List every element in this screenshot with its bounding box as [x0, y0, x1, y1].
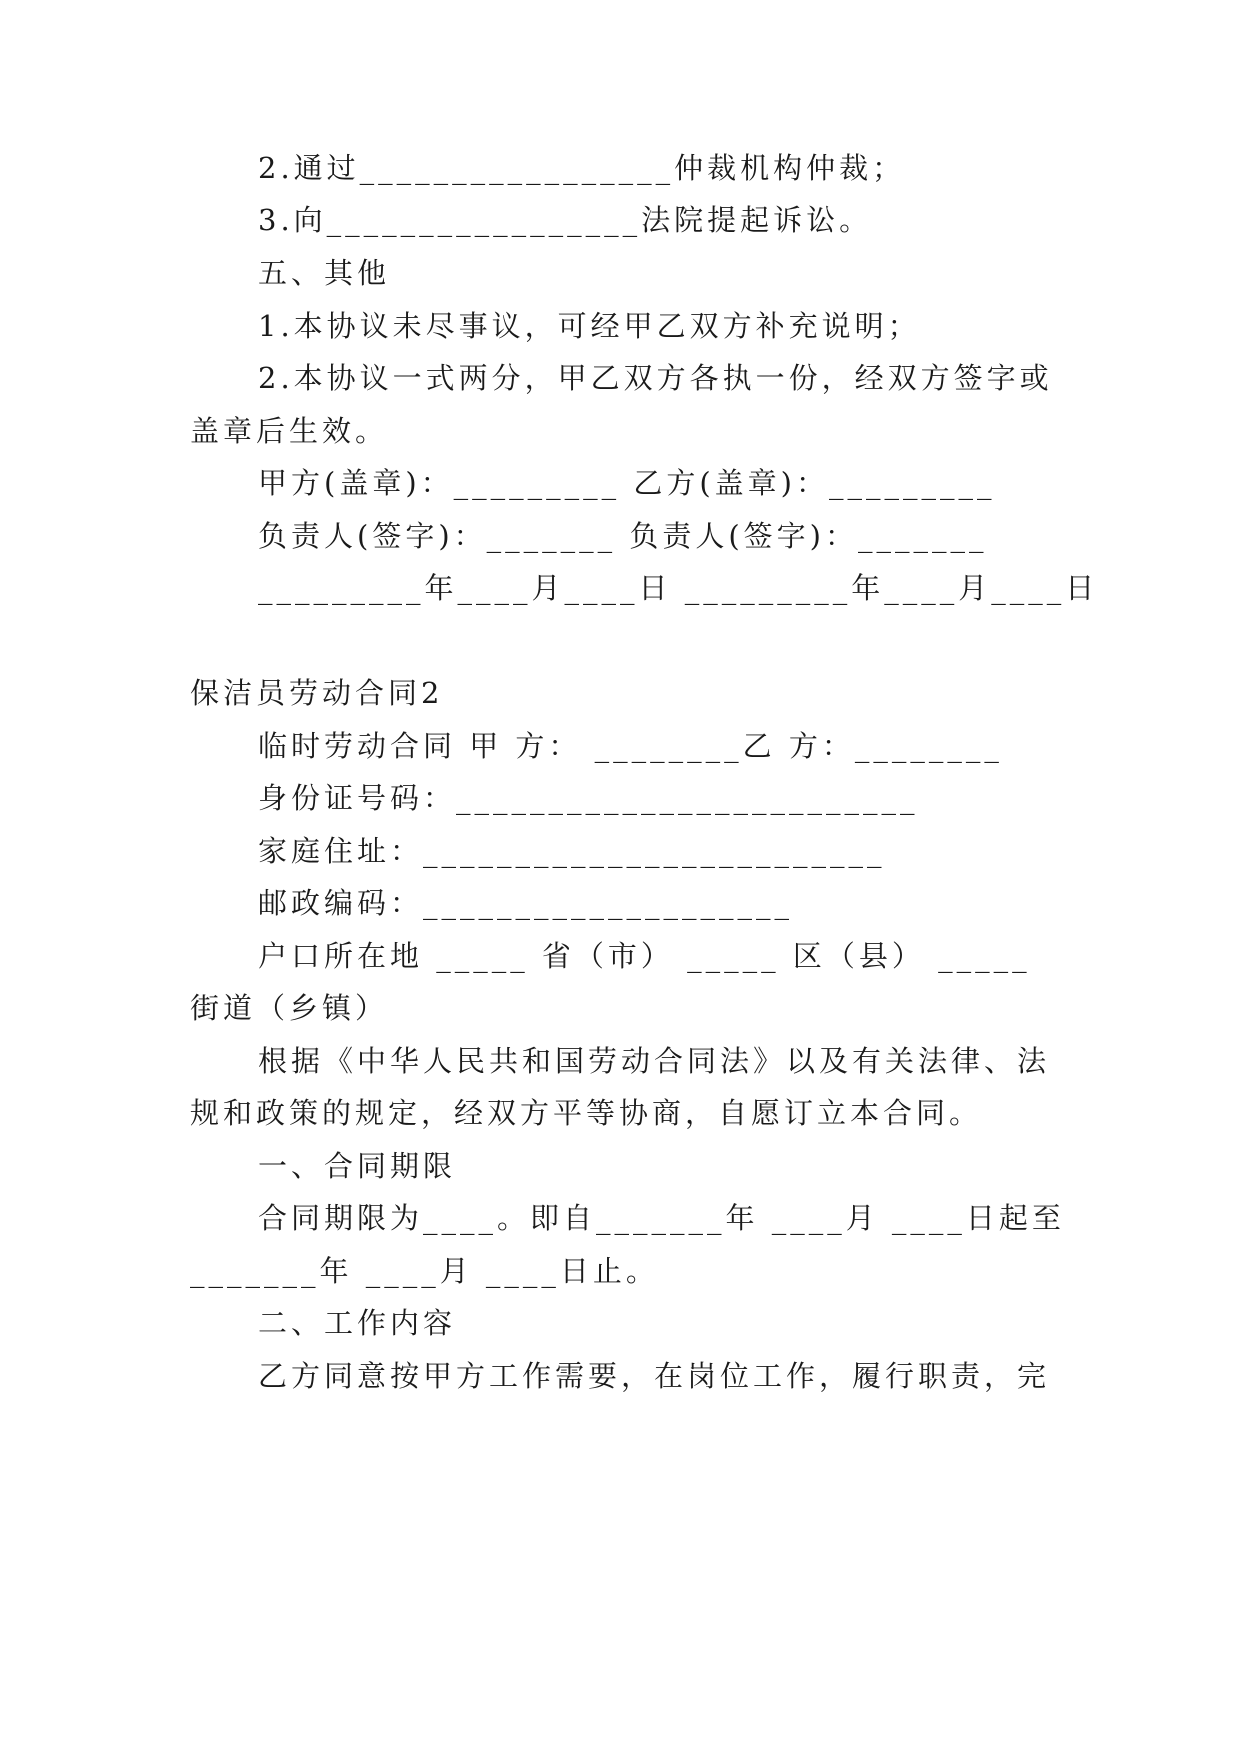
- signature-line: 甲方(盖章)：_________ 乙方(盖章)：_________: [258, 466, 996, 500]
- text-line: 1.本协议未尽事议，可经甲乙双方补充说明；: [258, 309, 921, 343]
- text-line: 街道（乡镇）: [190, 991, 389, 1025]
- form-field-line: 邮政编码：____________________: [258, 886, 794, 920]
- text-line: 2.通过_________________仲裁机构仲裁；: [258, 151, 906, 185]
- section-heading: 五、其他: [258, 256, 391, 290]
- section-heading: 一、合同期限: [258, 1149, 457, 1183]
- date-line: _________年____月____日 _________年____月____日: [258, 571, 1099, 605]
- text-line: 合同期限为____。即自_______年 ____月 ____日起至: [258, 1201, 1065, 1235]
- form-field-line: 家庭住址：_________________________: [258, 834, 886, 868]
- text-line: 临时劳动合同 甲 方： ________乙 方：________: [258, 729, 1003, 763]
- form-field-line: 身份证号码：_________________________: [258, 781, 919, 815]
- section-heading: 二、工作内容: [258, 1306, 457, 1340]
- signature-line: 负责人(签字)：_______ 负责人(签字)：_______: [258, 519, 988, 553]
- form-field-line: 户口所在地 _____ 省（市） _____ 区（县） _____: [258, 939, 1031, 973]
- text-line: 3.向_________________法院提起诉讼。: [258, 203, 873, 237]
- text-line: 乙方同意按甲方工作需要，在岗位工作，履行职责，完: [258, 1359, 1051, 1393]
- text-line: _______年 ____月 ____日止。: [190, 1254, 659, 1288]
- text-line: 规和政策的规定，经双方平等协商，自愿订立本合同。: [190, 1096, 983, 1130]
- document-title: 保洁员劳动合同2: [190, 676, 444, 710]
- text-line: 根据《中华人民共和国劳动合同法》以及有关法律、法: [258, 1044, 1051, 1078]
- text-line: 盖章后生效。: [190, 414, 389, 448]
- text-line: 2.本协议一式两分，甲乙双方各执一份，经双方签字或: [258, 361, 1053, 395]
